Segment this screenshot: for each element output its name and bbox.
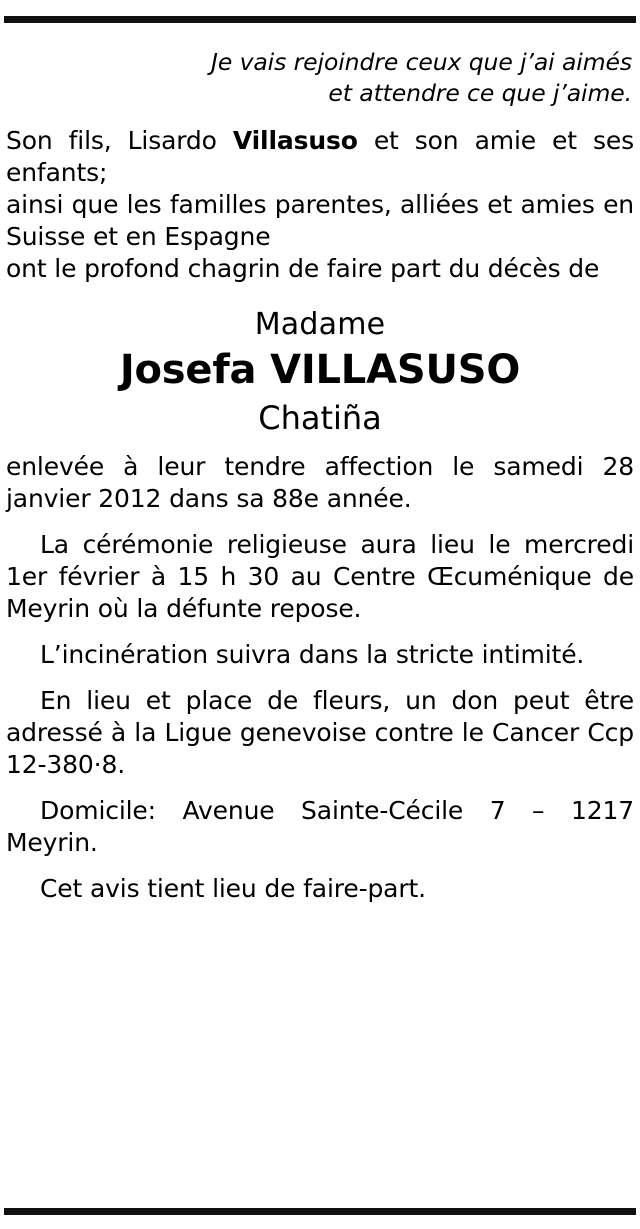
donation-paragraph: En lieu et place de fleurs, un don peut être adressé à la Ligue genevoise contre le Cancer Ccp 12-380·8. <box>6 686 634 780</box>
announcement-grief: ont le profond chagrin de faire part du décès de <box>6 254 600 284</box>
honorific-title: Madame <box>254 307 386 343</box>
epigraph-line-2: et attendre ce que j’aime. <box>328 79 632 108</box>
announcement-families: ainsi que les familles parentes, alliées et amies en Suisse et en Espagne <box>6 190 634 252</box>
announcement-sons <box>6 125 634 189</box>
deceased-name: Josefa VILLASUSO <box>119 347 521 394</box>
announcement-part-1: Son fils, Lisardo <box>6 126 233 156</box>
domicile-paragraph: Domicile: Avenue Sainte-Cécile 7 – 1217 Meyrin. <box>6 796 634 858</box>
top-divider <box>4 16 636 23</box>
ceremony-paragraph: La cérémonie religieuse aura lieu le mercredi 1er février à 15 h 30 au Centre Œcuménique de Meyrin où la défunte repose. <box>6 530 634 624</box>
death-date-line: enlevée à leur tendre affection le samedi 28 janvier 2012 dans sa 88e année. <box>6 452 634 514</box>
deceased-nickname: Chatiña <box>258 399 382 438</box>
epigraph-line-1: Je vais rejoindre ceux que j’ai aimés <box>211 48 632 76</box>
epigraph <box>8 47 632 109</box>
closing-paragraph: Cet avis tient lieu de faire-part. <box>40 874 426 904</box>
announcement-part-2: et son amie et ses enfants; <box>6 126 634 188</box>
announcement-highlight-name: Villasuso <box>232 126 358 156</box>
bottom-divider <box>4 1208 636 1215</box>
cremation-paragraph: L’incinération suivra dans la stricte intimité. <box>40 640 585 670</box>
